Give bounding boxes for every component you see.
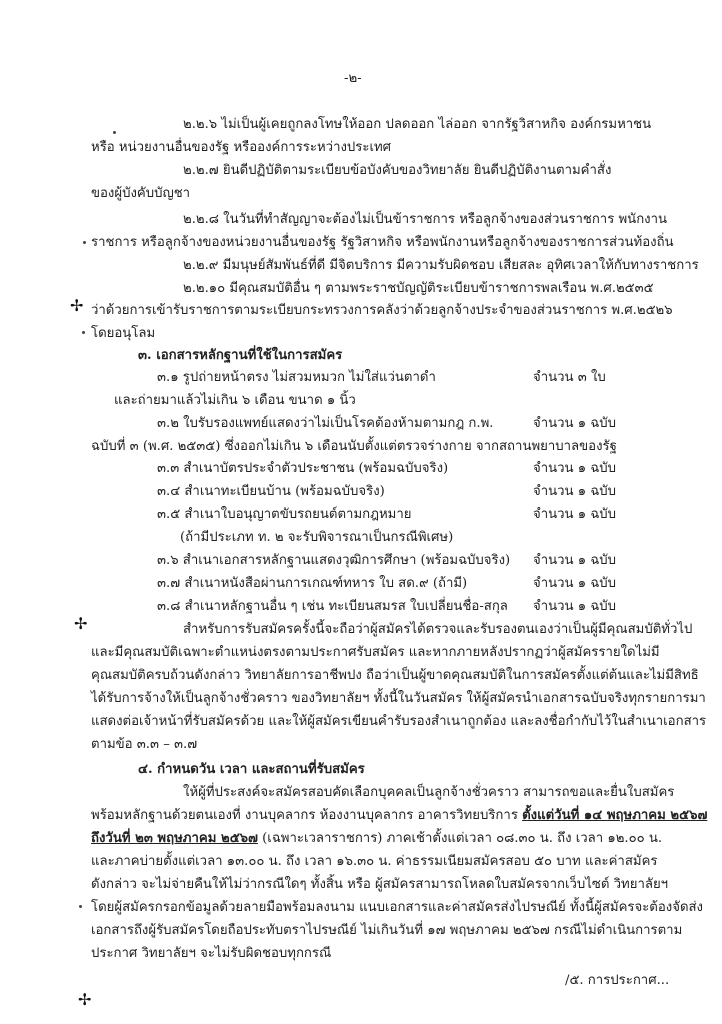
para-3-line-6: ตามข้อ ๓.๓ – ๓.๗: [91, 737, 198, 752]
para-4-line-8: ประกาศ วิทยาลัยฯ จะไม่รับผิดชอบทุกกรณี: [91, 946, 332, 961]
para-4-line-2-text: พร้อมหลักฐานด้วยตนเองที่ งานบุคลากร ห้องงานบุคลากร อาคารวิทยบริการ: [91, 808, 523, 823]
para-3-line-3: คุณสมบัติครบถ้วนดังกล่าว วิทยาลัยการอาชีพปง ถือว่าเป็นผู้ขาดคุณสมบัติในการสมัครตั้งแต่ต้นและไม่มีสิทธิ: [91, 668, 699, 683]
item-3-2: ๓.๒ ใบรับรองแพทย์แสดงว่าไม่เป็นโรคต้องห้ามตามกฎ ก.พ.: [157, 416, 494, 431]
item-3-1-amount: จำนวน ๓ ใบ: [533, 370, 606, 385]
para-4-line-3: [91, 830, 662, 848]
hole-punch-mark-icon: ✢: [70, 296, 84, 315]
item-3-6-amount: จำนวน ๑ ฉบับ: [533, 553, 617, 568]
item-3-5-note: (ถ้ามีประเภท ท. ๒ จะรับพิจารณาเป็นกรณีพิเศษ): [180, 530, 454, 545]
item-3-2-cont: ฉบับที่ ๓ (พ.ศ. ๒๕๓๕) ซึ่งออกไม่เกิน ๖ เดือนนับตั้งแต่ตรวจร่างกาย จากสถานพยาบาลของรัฐ: [91, 439, 617, 454]
item-3-5-amount: จำนวน ๑ ฉบับ: [533, 507, 617, 522]
item-3-7: ๓.๗ สำเนาหนังสือผ่านการเกณฑ์ทหาร ใบ สด.๙ (ถ้ามี): [157, 576, 468, 591]
hole-punch-mark-icon: ✢: [74, 614, 88, 633]
clause-2-2-6: ๒.๒.๖ ไม่เป็นผู้เคยถูกลงโทษให้ออก ปลดออก ไล่ออก จากรัฐวิสาหกิจ องค์กรมหาชน: [183, 117, 652, 132]
clause-2-2-10: ๒.๒.๑๐ มีคุณสมบัติอื่น ๆ ตามพระราชบัญญัติระเบียบข้าราชการพลเรือน พ.ศ.๒๕๓๕: [183, 281, 654, 296]
item-3-3-amount: จำนวน ๑ ฉบับ: [533, 461, 617, 476]
clause-2-2-8: ๒.๒.๘ ในวันที่ทำสัญญาจะต้องไม่เป็นข้าราชการ หรือลูกจ้างของส่วนราชการ พนักงาน: [183, 212, 668, 227]
clause-2-2-7: ๒.๒.๗ ยินดีปฏิบัติตามระเบียบข้อบังคับของวิทยาลัย ยินดีปฏิบัติงานตามคำสั่ง: [183, 163, 612, 178]
para-4-line-1: ให้ผู้ที่ประสงค์จะสมัครสอบคัดเลือกบุคคลเป็นลูกจ้างชั่วคราว สามารถขอและยื่นใบสมัคร: [183, 785, 675, 800]
clause-2-2-6-cont: หรือ หน่วยงานอื่นของรัฐ หรือองค์การระหว่างประเทศ: [91, 140, 392, 155]
item-3-2-amount: จำนวน ๑ ฉบับ: [533, 416, 617, 431]
para-3-line-1: สำหรับการรับสมัครครั้งนี้จะถือว่าผู้สมัครได้ตรวจและรับรองตนเองว่าเป็นผู้มีคุณสมบัติทั่วไป: [183, 622, 693, 637]
para-4-line-7: เอกสารถึงผู้รับสมัครโดยถือประทับตราไปรษณีย์ ไม่เกินวันที่ ๑๗ พฤษภาคม ๒๕๖๗ กรณีไม่ดำเนินการตาม: [91, 923, 683, 938]
item-3-6: ๓.๖ สำเนาเอกสารหลักฐานแสดงวุฒิการศึกษา (พร้อมฉบับจริง): [157, 553, 511, 568]
continuation-footer: /๕. การประกาศ...: [565, 973, 670, 988]
application-start-date: ตั้งแต่วันที่ ๑๔ พฤษภาคม ๒๕๖๗: [522, 808, 708, 823]
clause-2-2-9: ๒.๒.๙ มีมนุษย์สัมพันธ์ที่ดี มีจิตบริการ มีความรับผิดชอบ เสียสละ อุทิศเวลาให้กับทางราชการ: [183, 258, 699, 273]
para-3-line-2: และมีคุณสมบัติเฉพาะตำแหน่งตรงตามประกาศรับสมัคร และหากภายหลังปรากฏว่าผู้สมัครรายใดไม่มี: [91, 645, 660, 660]
item-3-3: ๓.๓ สำเนาบัตรประจำตัวประชาชน (พร้อมฉบับจริง): [157, 461, 449, 476]
clause-2-2-10-cont: ว่าด้วยการเข้ารับราชการตามระเบียบกระทรวงการคลังว่าด้วยลูกจ้างประจำของส่วนราชการ พ.ศ.๒๕๒๖: [91, 303, 673, 318]
para-4-line-6: โดยผู้สมัครกรอกข้อมูลด้วยลายมือพร้อมลงนาม แนบเอกสารและค่าสมัครส่งไปรษณีย์ ทั้งนี้ผู้สมัครจะต้องจัดส่ง: [91, 900, 703, 915]
para-3-line-5: แสดงต่อเจ้าหน้าที่รับสมัครด้วย และให้ผู้สมัครเขียนคำรับรองสำเนาถูกต้อง และลงชื่อกำกับไว้ในสำเนาเอกสาร: [91, 714, 707, 729]
scan-speck: [82, 331, 85, 334]
scan-speck: [83, 241, 86, 244]
para-3-line-4: ได้รับการจ้างให้เป็นลูกจ้างชั่วคราว ของวิทยาลัยฯ ทั้งนี้ในวันสมัคร ให้ผู้สมัครนำเอกสารฉบับจริงทุกรายการมา: [91, 691, 706, 706]
section-3-heading: ๓. เอกสารหลักฐานที่ใช้ในการสมัคร: [138, 348, 343, 363]
item-3-1: ๓.๑ รูปถ่ายหน้าตรง ไม่สวมหมวก ไม่ใส่แว่นตาดำ: [157, 370, 436, 385]
item-3-8: ๓.๘ สำเนาหลักฐานอื่น ๆ เช่น ทะเบียนสมรส ใบเปลี่ยนชื่อ-สกุล: [157, 599, 508, 614]
clause-2-2-8-cont: ราชการ หรือลูกจ้างของหน่วยงานอื่นของรัฐ รัฐวิสาหกิจ หรือพนักงานหรือลูกจ้างของราชการส่วนท้องถิ่น: [91, 235, 674, 250]
clause-2-2-7-cont: ของผู้บังคับบัญชา: [91, 186, 191, 201]
clause-2-2-10-end: โดยอนุโลม: [91, 326, 156, 341]
item-3-4: ๓.๔ สำเนาทะเบียนบ้าน (พร้อมฉบับจริง): [157, 484, 385, 499]
hole-punch-mark-icon: ✢: [78, 990, 92, 1009]
item-3-7-amount: จำนวน ๑ ฉบับ: [533, 576, 617, 591]
item-3-8-amount: จำนวน ๑ ฉบับ: [533, 599, 617, 614]
item-3-1-cont: และถ่ายมาแล้วไม่เกิน ๖ เดือน ขนาด ๑ นิ้ว: [114, 393, 356, 408]
section-4-heading: ๔. กำหนดวัน เวลา และสถานที่รับสมัคร: [138, 762, 365, 777]
application-end-date: ถึงวันที่ ๒๓ พฤษภาคม ๒๕๖๗: [91, 831, 258, 846]
para-4-line-2: [91, 807, 707, 825]
scan-speck: [79, 905, 82, 908]
page-number: -๒-: [344, 71, 362, 86]
scan-speck: [113, 131, 116, 134]
para-4-line-4: และภาคบ่ายตั้งแต่เวลา ๑๓.๐๐ น. ถึง เวลา ๑๖.๓๐ น. ค่าธรรมเนียมสมัครสอบ ๕๐ บาท และค่าสมัคร: [91, 854, 658, 869]
para-4-line-3-text: (เฉพาะเวลาราชการ) ภาคเช้าตั้งแต่เวลา ๐๘.๓๐ น. ถึง เวลา ๑๒.๐๐ น.: [257, 831, 663, 846]
item-3-5: ๓.๕ สำเนาใบอนุญาตขับรถยนต์ตามกฎหมาย: [157, 507, 412, 522]
item-3-4-amount: จำนวน ๑ ฉบับ: [533, 484, 617, 499]
para-4-line-5: ดังกล่าว จะไม่จ่ายคืนให้ไม่ว่ากรณีใดๆ ทั้งสิ้น หรือ ผู้สมัครสามารถโหลดใบสมัครจากเว็บไซต์ วิทยาลัยฯ: [91, 877, 669, 892]
